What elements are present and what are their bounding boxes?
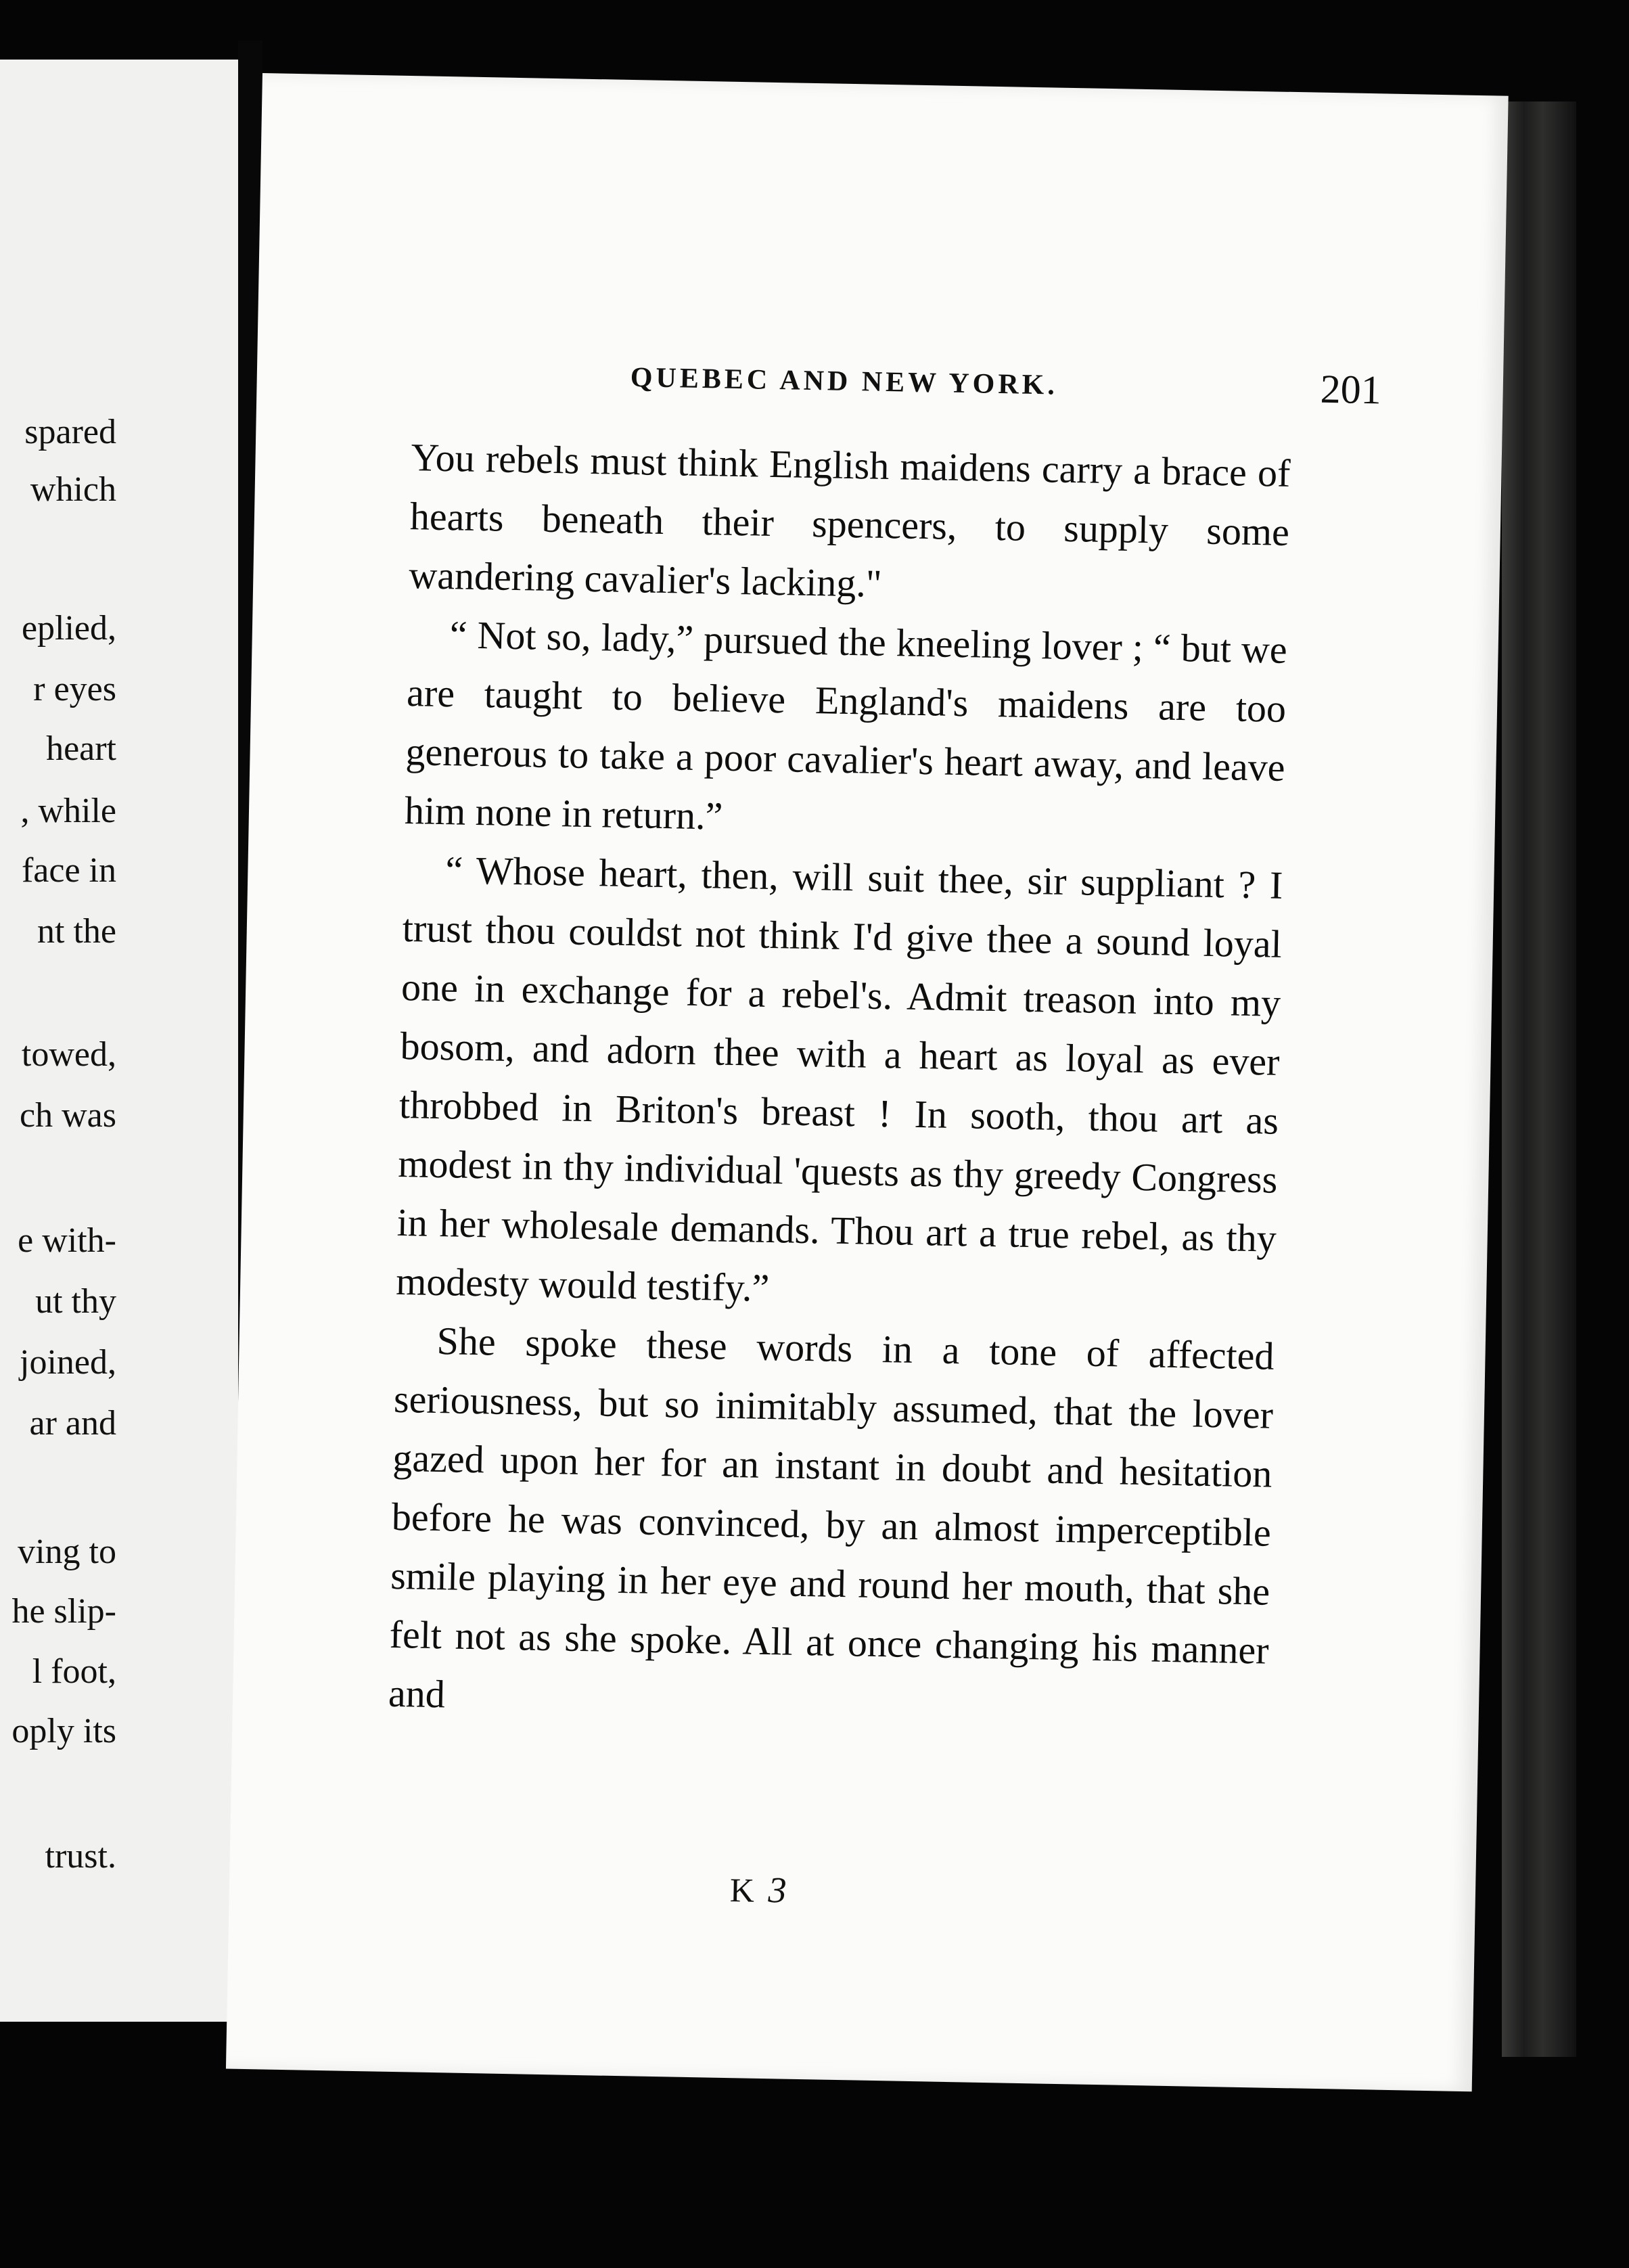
left-page-line: he slip- (12, 1592, 116, 1631)
left-page-line: face in (21, 851, 116, 890)
page-number: 201 (1320, 366, 1382, 413)
left-page-line: ut thy (35, 1282, 116, 1321)
left-page-line: eplied, (21, 609, 116, 648)
left-page-line: ar and (29, 1404, 116, 1443)
running-head (256, 346, 1503, 430)
running-title: QUEBEC AND NEW YORK. (630, 362, 1059, 401)
left-page-line: spared (24, 413, 116, 451)
left-page-line: ch was (20, 1096, 116, 1135)
left-page-line: , while (20, 792, 116, 830)
paragraph: “ Whose heart, then, will suit thee, sir suppliant ? I trust thou couldst not think I'd give thee a sound loyal one in exchange for a rebel's. Admit treason into my bosom, and adorn thee with a heart as loyal as ever throbbed in Briton's breast ! In sooth, thou art as modest in thy individual 'quests as thy greedy Congress in her wholesale demands. Thou art a true rebel, as thy modesty would testify.” (395, 848, 1283, 1311)
facing-page-left (0, 60, 238, 2022)
left-page-line: which (30, 470, 116, 509)
signature-number: 3 (767, 1869, 790, 1911)
left-page-line: r eyes (33, 670, 116, 708)
left-page-line: heart (46, 729, 116, 768)
left-page-line: nt the (37, 912, 116, 951)
page-body-text (388, 428, 1291, 1739)
left-page-line: oply its (12, 1712, 116, 1750)
left-page-line: ving to (18, 1533, 116, 1571)
left-page-line: joined, (20, 1343, 116, 1382)
left-page-line: trust. (45, 1837, 116, 1876)
paragraph: You rebels must think English maidens carry a brace of hearts beneath their spencers, to supply some wandering cavalier's lacking." (408, 435, 1291, 606)
left-page-line: l foot, (32, 1652, 116, 1691)
signature-letter: K (729, 1871, 758, 1909)
page-stack-edge (1502, 101, 1576, 2057)
left-page-line: towed, (21, 1035, 116, 1074)
left-page-line: e with- (18, 1221, 116, 1260)
signature-mark (729, 1868, 789, 1911)
book-page-right (226, 73, 1509, 2091)
paragraph: “ Not so, lady,” pursued the kneeling lover ; “ but we are taught to believe England's maidens are too generous to take a poor cavalier's heart away, and leave him none in return.” (404, 612, 1288, 838)
paragraph: She spoke these words in a tone of affected seriousness, but so inimitably assumed, that the lover gazed upon her for an instant in doubt and hesitation before he was convinced, by an almost imperceptible smile playing in her eye and round her mouth, that she felt not as she spoke. All at once changing his manner and (388, 1319, 1275, 1717)
